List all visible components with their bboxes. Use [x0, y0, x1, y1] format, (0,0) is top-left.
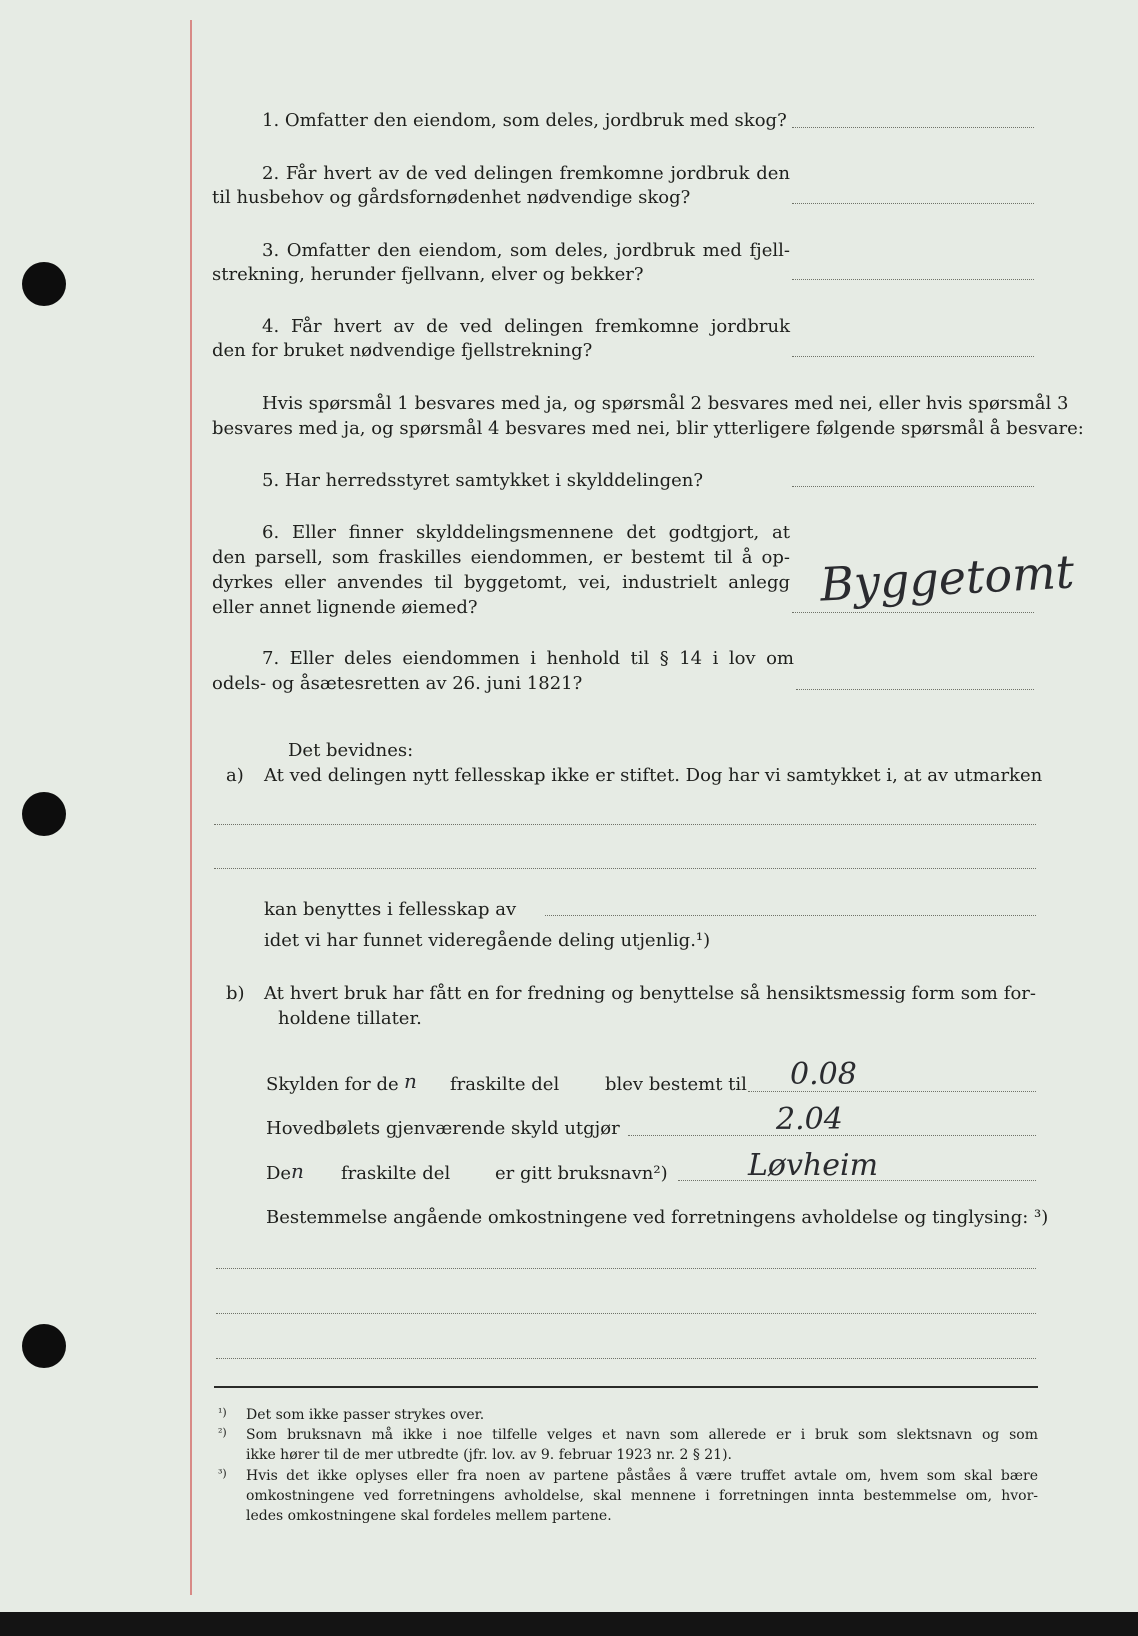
cost-line-3	[216, 1358, 1036, 1359]
footnote-3-line-2: omkostningene ved forretningens avholdelse, skal mennene i forretningen innta bestemmelse om, hvor-	[246, 1488, 1038, 1504]
skyld-hand-suffix: n	[404, 1069, 417, 1093]
name-label-end: er gitt bruksnavn²)	[495, 1163, 668, 1184]
skyld-label-middle: fraskilte del	[450, 1074, 560, 1095]
footnote-1-mark: ¹)	[218, 1406, 227, 1419]
question-7-line-1: 7. Eller deles eiendommen i henhold til § 14 i lov om	[262, 648, 794, 669]
question-1: 1. Omfatter den eiendom, som deles, jordbruk med skog?	[262, 110, 787, 131]
answer-line-3	[792, 279, 1034, 280]
shared-use-label: kan benyttes i fellesskap av	[264, 899, 517, 920]
footnote-3-line-1: Hvis det ikke oplyses eller fra noen av partene påståes å være truffet avtale om, hvem som skal bære	[246, 1468, 1038, 1484]
question-3-line-1: 3. Omfatter den eiendom, som deles, jordbruk med fjell-	[262, 240, 790, 261]
remaining-value-handwritten: 2.04	[776, 1102, 843, 1137]
cost-line-2	[216, 1313, 1036, 1314]
footnote-3-line-3: ledes omkostningene skal fordeles mellem partene.	[246, 1508, 612, 1524]
question-4-line-2: den for bruket nødvendige fjellstrekning?	[212, 340, 593, 361]
footnote-2-line-1: Som bruksnavn må ikke i noe tilfelle velges et navn som allerede er i bruk som slektsnavn og som	[246, 1427, 1038, 1443]
attest-b-label: b)	[226, 983, 245, 1004]
footnote-3-mark: ³)	[218, 1467, 227, 1480]
skyld-label-prefix: Skylden for de	[266, 1074, 399, 1095]
question-2-line-2: til husbehov og gårdsfornødenhet nødvendige skog?	[212, 187, 691, 208]
cost-line-1	[216, 1268, 1036, 1269]
cost-label: Bestemmelse angående omkostningene ved forretningens avholdelse og tinglysing: ³)	[266, 1207, 1049, 1228]
name-hand-suffix: n	[291, 1159, 304, 1183]
footnote-2-mark: ²)	[218, 1426, 227, 1439]
attest-a-label: a)	[226, 765, 244, 786]
attest-b-line-2: holdene tillater.	[278, 1008, 422, 1029]
attest-line-2	[214, 868, 1036, 869]
punch-hole-top	[22, 262, 66, 306]
question-4-line-1: 4. Får hvert av de ved delingen fremkomne jordbruk	[262, 316, 790, 337]
attest-a-text: At ved delingen nytt fellesskap ikke er stiftet. Dog har vi samtykket i, at av utmarken	[264, 765, 1043, 786]
answer-line-2	[792, 203, 1034, 204]
name-label-middle: fraskilte del	[341, 1163, 451, 1184]
question-5: 5. Har herredsstyret samtykket i skylddelingen?	[262, 470, 703, 491]
answer-line-1	[792, 127, 1034, 128]
punch-hole-bottom	[22, 1324, 66, 1368]
question-3-line-2: strekning, herunder fjellvann, elver og bekker?	[212, 264, 644, 285]
remaining-label: Hovedbølets gjenværende skyld utgjør	[266, 1118, 620, 1139]
condition-line-2: besvares med ja, og spørsmål 4 besvares med nei, blir ytterligere følgende spørsmål å besvare:	[212, 418, 1084, 439]
answer-6-handwritten: Byggetomt	[818, 544, 1076, 612]
condition-line-1: Hvis spørsmål 1 besvares med ja, og spørsmål 2 besvares med nei, eller hvis spørsmål 3	[262, 393, 1069, 414]
name-label-prefix: De	[266, 1163, 292, 1184]
question-6-line-3: dyrkes eller anvendes til byggetomt, vei, industrielt anlegg	[212, 572, 790, 593]
footnote-separator	[214, 1386, 1038, 1388]
scan-bottom-edge	[0, 1612, 1138, 1636]
margin-rule	[190, 20, 192, 1595]
answer-line-5	[792, 486, 1034, 487]
shared-use-reason: idet vi har funnet videregående deling utjenlig.¹)	[264, 930, 711, 951]
question-7-line-2: odels- og åsætesretten av 26. juni 1821?	[212, 673, 583, 694]
question-6-line-1: 6. Eller finner skylddelingsmennene det godtgjort, at	[262, 522, 790, 543]
attest-b-line-1: At hvert bruk har fått en for fredning og benyttelse så hensiktsmessig form som for-	[264, 983, 1036, 1004]
punch-hole-middle	[22, 792, 66, 836]
question-6-line-4: eller annet lignende øiemed?	[212, 597, 478, 618]
skyld-value-handwritten: 0.08	[790, 1057, 857, 1092]
footnote-2-line-2: ikke hører til de mer utbredte (jfr. lov. av 9. februar 1923 nr. 2 § 21).	[246, 1447, 733, 1463]
shared-use-line	[545, 915, 1036, 916]
attest-line-1	[214, 824, 1036, 825]
skyld-label-end: blev bestemt til	[605, 1074, 747, 1095]
question-2-line-1: 2. Får hvert av de ved delingen fremkomne jordbruk den	[262, 163, 790, 184]
attest-heading: Det bevidnes:	[288, 740, 414, 761]
answer-line-7	[796, 689, 1034, 690]
question-6-line-2: den parsell, som fraskilles eiendommen, er bestemt til å op-	[212, 547, 790, 568]
footnote-1-line-1: Det som ikke passer strykes over.	[246, 1407, 485, 1423]
answer-line-4	[792, 356, 1034, 357]
name-value-handwritten: Løvheim	[748, 1148, 879, 1183]
